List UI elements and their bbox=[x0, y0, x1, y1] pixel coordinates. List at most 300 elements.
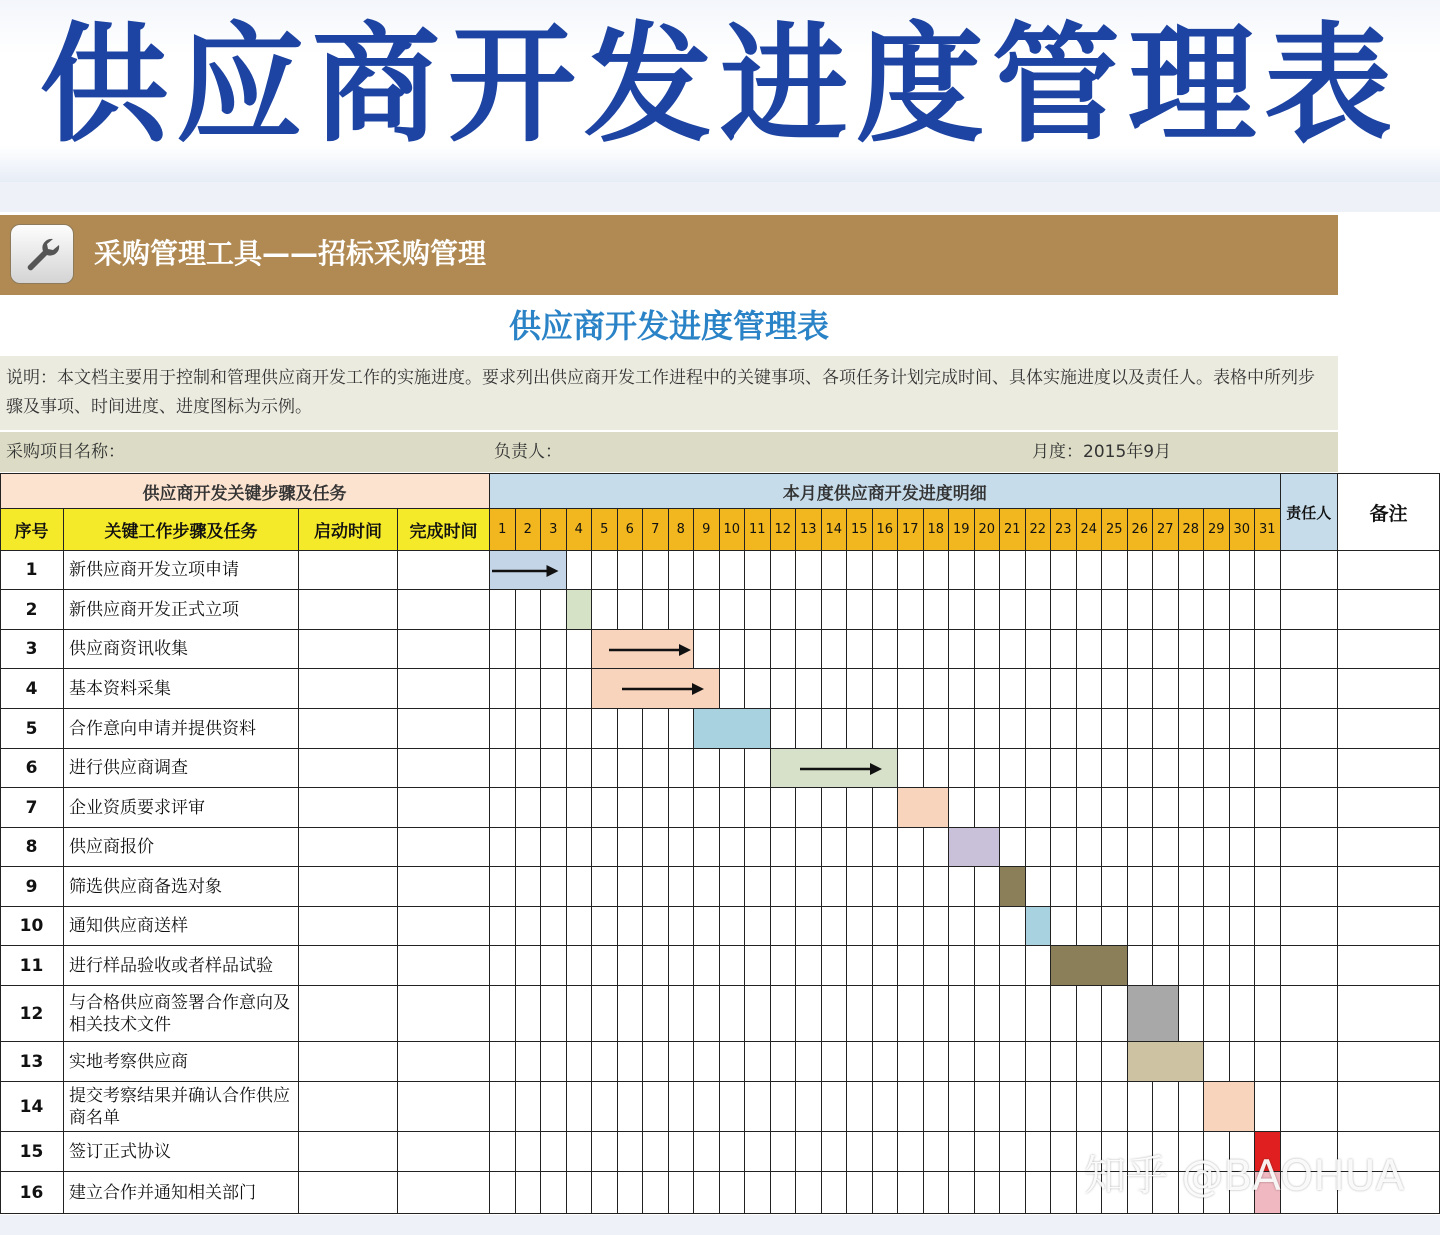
day-cell bbox=[592, 709, 618, 749]
day-cell bbox=[1153, 946, 1179, 986]
row-seq: 3 bbox=[0, 630, 64, 669]
day-cell bbox=[1000, 709, 1026, 749]
day-header-7: 7 bbox=[643, 509, 669, 551]
day-cell bbox=[822, 630, 848, 669]
day-cell bbox=[1051, 709, 1077, 749]
day-cell bbox=[1102, 986, 1128, 1042]
day-cell bbox=[720, 867, 746, 907]
day-cell bbox=[643, 788, 669, 828]
row-end-time bbox=[398, 709, 490, 749]
row-remark bbox=[1338, 1042, 1440, 1082]
row-task: 进行供应商调查 bbox=[64, 749, 299, 788]
day-cell bbox=[796, 1042, 822, 1082]
day-cell bbox=[1077, 669, 1103, 709]
day-cell bbox=[924, 1042, 950, 1082]
day-cell bbox=[771, 1082, 797, 1132]
day-cell bbox=[771, 551, 797, 590]
day-cell bbox=[592, 946, 618, 986]
day-cell bbox=[796, 1132, 822, 1172]
row-end-time bbox=[398, 1042, 490, 1082]
day-header-25: 25 bbox=[1102, 509, 1128, 551]
day-cell bbox=[1204, 788, 1230, 828]
day-cell bbox=[1153, 590, 1179, 630]
day-cell bbox=[771, 1172, 797, 1214]
day-cell bbox=[567, 867, 593, 907]
day-cell bbox=[1128, 828, 1154, 867]
day-cell bbox=[1153, 630, 1179, 669]
day-cell bbox=[847, 946, 873, 986]
day-cell bbox=[592, 749, 618, 788]
row-task: 进行样品验收或者样品试验 bbox=[64, 946, 299, 986]
day-cell bbox=[618, 1132, 644, 1172]
day-cell bbox=[694, 590, 720, 630]
day-cell bbox=[1000, 1042, 1026, 1082]
day-cell bbox=[898, 669, 924, 709]
day-cell bbox=[1230, 946, 1256, 986]
row-task: 建立合作并通知相关部门 bbox=[64, 1172, 299, 1214]
day-header-10: 10 bbox=[720, 509, 746, 551]
day-cell bbox=[796, 551, 822, 590]
day-cell bbox=[924, 749, 950, 788]
day-cell bbox=[669, 590, 695, 630]
day-cell bbox=[873, 986, 899, 1042]
progress-arrow-icon bbox=[607, 643, 691, 657]
day-cell bbox=[694, 749, 720, 788]
day-cell bbox=[720, 1042, 746, 1082]
day-cell bbox=[949, 788, 975, 828]
row-end-time bbox=[398, 1172, 490, 1214]
day-header-11: 11 bbox=[745, 509, 771, 551]
day-cell bbox=[541, 590, 567, 630]
day-cell bbox=[796, 788, 822, 828]
day-cell bbox=[1026, 749, 1052, 788]
day-cell bbox=[1230, 788, 1256, 828]
row-start-time bbox=[299, 828, 398, 867]
day-cell bbox=[745, 590, 771, 630]
day-cell bbox=[745, 1082, 771, 1132]
day-cell bbox=[669, 828, 695, 867]
day-cell bbox=[873, 946, 899, 986]
day-cell bbox=[975, 669, 1001, 709]
day-header-8: 8 bbox=[669, 509, 695, 551]
day-cell bbox=[949, 630, 975, 669]
day-cell bbox=[796, 709, 822, 749]
day-cell bbox=[847, 1172, 873, 1214]
day-header-3: 3 bbox=[541, 509, 567, 551]
day-cell bbox=[822, 551, 848, 590]
day-cell bbox=[1077, 749, 1103, 788]
row-start-time bbox=[299, 946, 398, 986]
day-cell bbox=[873, 1132, 899, 1172]
day-cell bbox=[618, 867, 644, 907]
day-cell bbox=[975, 630, 1001, 669]
day-cell bbox=[745, 788, 771, 828]
day-cell bbox=[949, 1082, 975, 1132]
day-cell bbox=[1204, 709, 1230, 749]
day-cell bbox=[516, 1132, 542, 1172]
day-cell bbox=[873, 551, 899, 590]
day-cell bbox=[949, 749, 975, 788]
row-end-time bbox=[398, 946, 490, 986]
day-cell bbox=[490, 986, 516, 1042]
day-cell bbox=[490, 946, 516, 986]
day-cell bbox=[643, 551, 669, 590]
day-cell bbox=[567, 946, 593, 986]
day-cell bbox=[1051, 986, 1077, 1042]
row-owner bbox=[1281, 551, 1339, 590]
day-cell bbox=[873, 590, 899, 630]
row-owner bbox=[1281, 986, 1339, 1042]
day-cell bbox=[592, 788, 618, 828]
day-cell bbox=[694, 630, 720, 669]
day-header-18: 18 bbox=[924, 509, 950, 551]
day-cell bbox=[1230, 867, 1256, 907]
day-cell bbox=[745, 1132, 771, 1172]
day-cell bbox=[924, 946, 950, 986]
gantt-bar bbox=[1128, 986, 1179, 1042]
day-cell bbox=[618, 1042, 644, 1082]
day-cell bbox=[643, 749, 669, 788]
day-cell bbox=[1051, 1132, 1077, 1172]
day-cell bbox=[1179, 867, 1205, 907]
day-cell bbox=[1255, 788, 1281, 828]
day-cell bbox=[1255, 867, 1281, 907]
day-cell bbox=[516, 1172, 542, 1214]
day-header-26: 26 bbox=[1128, 509, 1154, 551]
day-cell bbox=[1230, 590, 1256, 630]
day-cell bbox=[796, 828, 822, 867]
day-cell bbox=[847, 1132, 873, 1172]
day-cell bbox=[1077, 709, 1103, 749]
day-cell bbox=[567, 1042, 593, 1082]
row-owner bbox=[1281, 1082, 1339, 1132]
day-cell bbox=[847, 590, 873, 630]
day-cell bbox=[694, 946, 720, 986]
row-owner bbox=[1281, 1042, 1339, 1082]
day-cell bbox=[1000, 1172, 1026, 1214]
day-cell bbox=[822, 1042, 848, 1082]
day-cell bbox=[975, 1082, 1001, 1132]
day-cell bbox=[490, 749, 516, 788]
day-header-12: 12 bbox=[771, 509, 797, 551]
day-cell bbox=[1204, 1042, 1230, 1082]
day-cell bbox=[771, 946, 797, 986]
day-cell bbox=[567, 788, 593, 828]
gantt-bar bbox=[1051, 946, 1128, 986]
row-start-time bbox=[299, 630, 398, 669]
row-start-time bbox=[299, 749, 398, 788]
day-cell bbox=[618, 749, 644, 788]
row-task: 通知供应商送样 bbox=[64, 907, 299, 946]
row-end-time bbox=[398, 669, 490, 709]
day-cell bbox=[643, 907, 669, 946]
day-cell bbox=[694, 828, 720, 867]
day-header-1: 1 bbox=[490, 509, 516, 551]
row-remark bbox=[1338, 551, 1440, 590]
day-cell bbox=[1102, 709, 1128, 749]
day-cell bbox=[1255, 630, 1281, 669]
row-remark bbox=[1338, 867, 1440, 907]
day-cell bbox=[745, 1172, 771, 1214]
day-cell bbox=[694, 1172, 720, 1214]
day-cell bbox=[1153, 907, 1179, 946]
row-task: 企业资质要求评审 bbox=[64, 788, 299, 828]
row-task: 提交考察结果并确认合作供应商名单 bbox=[64, 1082, 299, 1132]
day-cell bbox=[771, 986, 797, 1042]
day-cell bbox=[618, 788, 644, 828]
day-cell bbox=[975, 590, 1001, 630]
progress-arrow-icon bbox=[490, 564, 559, 578]
day-cell bbox=[1077, 907, 1103, 946]
day-cell bbox=[1051, 1172, 1077, 1214]
day-cell bbox=[1000, 788, 1026, 828]
day-cell bbox=[1204, 867, 1230, 907]
row-task: 签订正式协议 bbox=[64, 1132, 299, 1172]
row-owner bbox=[1281, 788, 1339, 828]
day-cell bbox=[822, 867, 848, 907]
day-cell bbox=[1255, 590, 1281, 630]
day-cell bbox=[567, 986, 593, 1042]
day-cell bbox=[1153, 788, 1179, 828]
day-cell bbox=[720, 1082, 746, 1132]
day-cell bbox=[949, 946, 975, 986]
row-end-time bbox=[398, 551, 490, 590]
day-cell bbox=[1153, 1082, 1179, 1132]
row-end-time bbox=[398, 907, 490, 946]
day-cell bbox=[1077, 1082, 1103, 1132]
day-cell bbox=[873, 1172, 899, 1214]
row-seq: 9 bbox=[0, 867, 64, 907]
day-cell bbox=[592, 551, 618, 590]
day-cell bbox=[924, 709, 950, 749]
day-cell bbox=[1102, 867, 1128, 907]
day-cell bbox=[592, 867, 618, 907]
day-cell bbox=[643, 1042, 669, 1082]
day-cell bbox=[643, 1132, 669, 1172]
day-cell bbox=[516, 1042, 542, 1082]
day-cell bbox=[1026, 986, 1052, 1042]
banner-title: 供应商开发进度管理表 bbox=[39, 11, 1400, 160]
day-cell bbox=[643, 867, 669, 907]
day-cell bbox=[669, 749, 695, 788]
day-cell bbox=[541, 1082, 567, 1132]
day-cell bbox=[1230, 551, 1256, 590]
row-end-time bbox=[398, 1132, 490, 1172]
day-cell bbox=[1204, 907, 1230, 946]
day-cell bbox=[567, 669, 593, 709]
day-cell bbox=[1051, 551, 1077, 590]
day-cell bbox=[1102, 1082, 1128, 1132]
day-cell bbox=[516, 946, 542, 986]
day-cell bbox=[822, 907, 848, 946]
day-cell bbox=[669, 1132, 695, 1172]
day-header-30: 30 bbox=[1230, 509, 1256, 551]
day-cell bbox=[1026, 630, 1052, 669]
day-cell bbox=[618, 551, 644, 590]
day-cell bbox=[1255, 669, 1281, 709]
row-end-time bbox=[398, 630, 490, 669]
row-owner bbox=[1281, 828, 1339, 867]
day-cell bbox=[1026, 1132, 1052, 1172]
day-cell bbox=[490, 709, 516, 749]
day-cell bbox=[949, 986, 975, 1042]
day-cell bbox=[567, 630, 593, 669]
day-cell bbox=[669, 709, 695, 749]
day-cell bbox=[898, 630, 924, 669]
day-cell bbox=[490, 1172, 516, 1214]
day-cell bbox=[592, 907, 618, 946]
day-cell bbox=[949, 907, 975, 946]
day-cell bbox=[1255, 709, 1281, 749]
row-seq: 7 bbox=[0, 788, 64, 828]
day-cell bbox=[1102, 669, 1128, 709]
day-cell bbox=[975, 551, 1001, 590]
row-remark bbox=[1338, 1082, 1440, 1132]
row-owner bbox=[1281, 709, 1339, 749]
tool-header-title: 采购管理工具——招标采购管理 bbox=[94, 237, 487, 270]
day-cell bbox=[1255, 946, 1281, 986]
progress-arrow-icon bbox=[798, 762, 882, 776]
day-cell bbox=[949, 590, 975, 630]
day-cell bbox=[1051, 590, 1077, 630]
day-cell bbox=[949, 1172, 975, 1214]
day-cell bbox=[720, 590, 746, 630]
day-cell bbox=[1000, 1132, 1026, 1172]
day-cell bbox=[847, 867, 873, 907]
table-left-border bbox=[0, 473, 1, 1214]
day-cell bbox=[1179, 551, 1205, 590]
day-cell bbox=[847, 788, 873, 828]
day-cell bbox=[1077, 551, 1103, 590]
day-cell bbox=[745, 1042, 771, 1082]
day-cell bbox=[822, 590, 848, 630]
row-seq: 12 bbox=[0, 986, 64, 1042]
row-seq: 2 bbox=[0, 590, 64, 630]
day-cell bbox=[745, 669, 771, 709]
detail-group-header: 本月度供应商开发进度明细 bbox=[490, 473, 1281, 509]
day-cell bbox=[1077, 867, 1103, 907]
day-cell bbox=[898, 867, 924, 907]
owner-label: 负责人： bbox=[494, 442, 562, 462]
row-seq: 10 bbox=[0, 907, 64, 946]
day-cell bbox=[949, 867, 975, 907]
day-header-13: 13 bbox=[796, 509, 822, 551]
day-cell bbox=[1179, 669, 1205, 709]
day-cell bbox=[873, 788, 899, 828]
day-cell bbox=[541, 1172, 567, 1214]
day-cell bbox=[694, 788, 720, 828]
day-cell bbox=[1204, 986, 1230, 1042]
remark-column-header: 备注 bbox=[1338, 473, 1440, 551]
day-cell bbox=[490, 907, 516, 946]
day-cell bbox=[1000, 946, 1026, 986]
day-cell bbox=[975, 907, 1001, 946]
day-cell bbox=[1051, 788, 1077, 828]
day-cell bbox=[1255, 828, 1281, 867]
start-time-header: 启动时间 bbox=[299, 509, 398, 551]
day-cell bbox=[1204, 828, 1230, 867]
day-header-22: 22 bbox=[1026, 509, 1052, 551]
day-cell bbox=[796, 1082, 822, 1132]
day-cell bbox=[618, 709, 644, 749]
day-cell bbox=[822, 1172, 848, 1214]
row-start-time bbox=[299, 867, 398, 907]
day-cell bbox=[490, 828, 516, 867]
day-cell bbox=[796, 630, 822, 669]
day-cell bbox=[1153, 709, 1179, 749]
day-cell bbox=[618, 986, 644, 1042]
day-cell bbox=[516, 590, 542, 630]
row-end-time bbox=[398, 828, 490, 867]
day-cell bbox=[898, 1172, 924, 1214]
project-name-label: 采购项目名称： bbox=[6, 442, 125, 462]
day-cell bbox=[847, 828, 873, 867]
day-cell bbox=[1204, 630, 1230, 669]
day-cell bbox=[1051, 1082, 1077, 1132]
day-header-23: 23 bbox=[1051, 509, 1077, 551]
day-header-14: 14 bbox=[822, 509, 848, 551]
day-cell bbox=[1255, 1042, 1281, 1082]
day-cell bbox=[1051, 749, 1077, 788]
row-remark bbox=[1338, 709, 1440, 749]
day-cell bbox=[898, 946, 924, 986]
row-owner bbox=[1281, 946, 1339, 986]
day-cell bbox=[669, 907, 695, 946]
day-cell bbox=[745, 867, 771, 907]
day-cell bbox=[796, 907, 822, 946]
day-cell bbox=[541, 709, 567, 749]
day-cell bbox=[975, 867, 1001, 907]
day-cell bbox=[694, 1082, 720, 1132]
day-cell bbox=[975, 749, 1001, 788]
day-cell bbox=[618, 1172, 644, 1214]
row-task: 与合格供应商签署合作意向及相关技术文件 bbox=[64, 986, 299, 1042]
day-cell bbox=[924, 669, 950, 709]
row-start-time bbox=[299, 669, 398, 709]
day-cell bbox=[771, 867, 797, 907]
day-cell bbox=[1153, 828, 1179, 867]
day-cell bbox=[924, 590, 950, 630]
day-cell bbox=[1128, 551, 1154, 590]
row-owner bbox=[1281, 907, 1339, 946]
row-start-time bbox=[299, 551, 398, 590]
day-cell bbox=[567, 1172, 593, 1214]
day-header-20: 20 bbox=[975, 509, 1001, 551]
day-cell bbox=[592, 590, 618, 630]
day-cell bbox=[1102, 828, 1128, 867]
day-cell bbox=[516, 669, 542, 709]
day-cell bbox=[898, 986, 924, 1042]
day-cell bbox=[567, 1132, 593, 1172]
day-cell bbox=[796, 986, 822, 1042]
day-cell bbox=[1255, 749, 1281, 788]
day-cell bbox=[516, 630, 542, 669]
day-cell bbox=[822, 709, 848, 749]
row-remark bbox=[1338, 907, 1440, 946]
day-cell bbox=[720, 828, 746, 867]
day-cell bbox=[898, 828, 924, 867]
day-cell bbox=[720, 749, 746, 788]
day-cell bbox=[1230, 749, 1256, 788]
day-cell bbox=[516, 1082, 542, 1132]
day-cell bbox=[873, 1042, 899, 1082]
watermark: 知乎 @BAOHUA bbox=[1084, 1151, 1405, 1200]
day-cell bbox=[541, 828, 567, 867]
row-start-time bbox=[299, 1042, 398, 1082]
day-cell bbox=[541, 1042, 567, 1082]
day-cell bbox=[1077, 986, 1103, 1042]
day-cell bbox=[1102, 788, 1128, 828]
